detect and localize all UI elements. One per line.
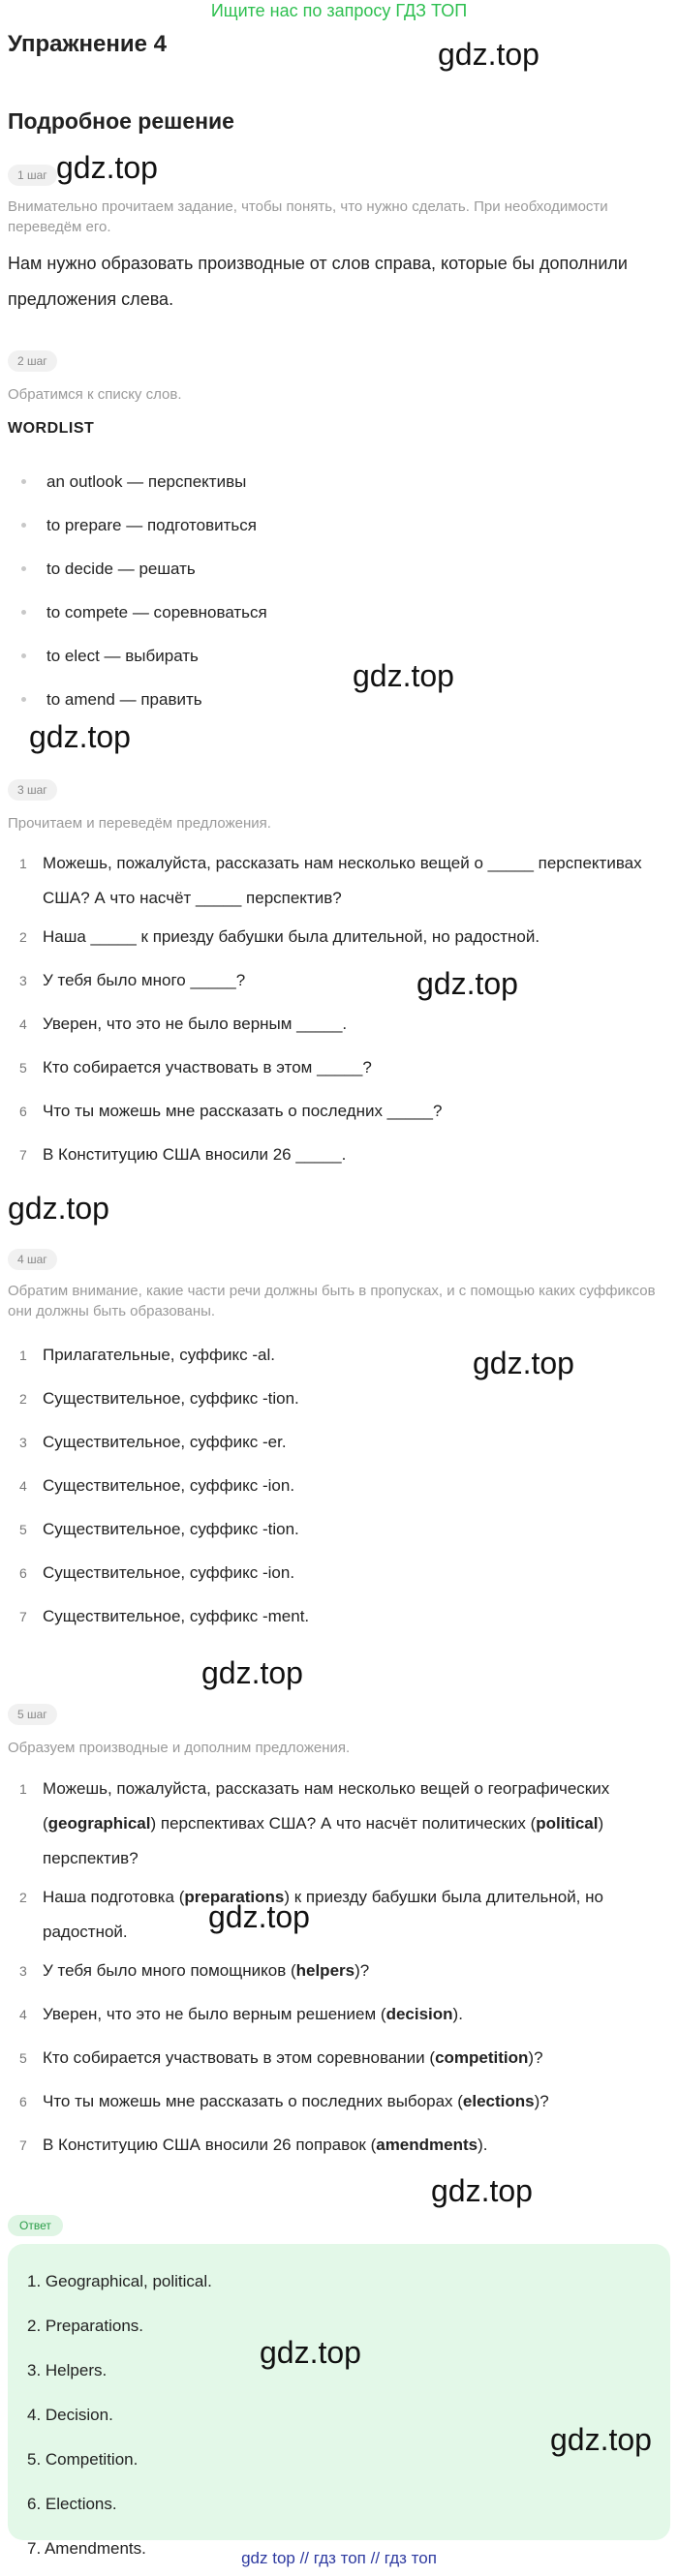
step-5-note: Образуем производные и дополним предложения.: [8, 1740, 351, 1756]
list-item: 4 Существительное, суффикс -ion.: [19, 1476, 295, 1495]
list-item: 4 Уверен, что это не было верным _____.: [19, 1015, 348, 1033]
wordlist-item: to compete — соревноваться: [0, 591, 267, 634]
watermark: gdz.top: [208, 1899, 310, 1934]
step-1-note: Внимательно прочитаем задание, чтобы понять, что нужно сделать. При необходимости переведём его.: [8, 198, 608, 235]
watermark: gdz.top: [473, 1346, 574, 1380]
step-badge-3: 3 шаг: [8, 779, 57, 801]
answer-item: 7. Amendments.: [27, 2539, 146, 2558]
answer-item: 5. Competition.: [27, 2450, 139, 2469]
list-item: 2 Наша _____ к приезду бабушки была длительной, но радостной.: [19, 927, 540, 946]
list-item: 5 Кто собирается участвовать в этом соревновании (competition)?: [19, 2048, 543, 2067]
list-item: 3 У тебя было много помощников (helpers)?: [19, 1961, 370, 1980]
step-4-note: Обратим внимание, какие части речи должны быть в пропусках, и с помощью каких суффиксов они должны быть образованы.: [8, 1283, 656, 1319]
bullet-dot-icon: [21, 610, 26, 615]
list-item: 1 Прилагательные, суффикс -al.: [19, 1346, 275, 1364]
bullet-dot-icon: [21, 653, 26, 658]
list-item: 2 Наша подготовка (preparations) к приезду бабушки была длительной, но радостной.: [19, 1888, 603, 1941]
wordlist-item: to amend — править: [0, 678, 267, 721]
list-item: 4 Уверен, что это не было верным решением (decision).: [19, 2005, 463, 2023]
answer-list: [8, 2244, 670, 2571]
answer-badge: Ответ: [8, 2215, 63, 2236]
list-item: 5 Кто собирается участвовать в этом _____?: [19, 1058, 372, 1076]
bullet-dot-icon: [21, 566, 26, 571]
wordlist-title: WORDLIST: [8, 420, 95, 437]
answer-item: 1. Geographical, political.: [27, 2272, 212, 2290]
step-1-text: Нам нужно образовать производные от слов справа, которые бы дополнили предложения слева.: [8, 254, 628, 309]
list-item: 6 Что ты можешь мне рассказать о последних выборах (elections)?: [19, 2092, 549, 2110]
answer-item: 2. Preparations.: [27, 2317, 144, 2335]
step-5-list: [0, 1768, 678, 2167]
watermark: gdz.top: [56, 150, 158, 185]
bullet-dot-icon: [21, 479, 26, 484]
watermark: gdz.top: [201, 1655, 303, 1690]
list-item: 6 Существительное, суффикс -ion.: [19, 1563, 295, 1582]
answer-item: 4. Decision.: [27, 2406, 113, 2424]
wordlist: [0, 460, 267, 721]
answer-item: 6. Elections.: [27, 2495, 117, 2513]
list-item: 5 Существительное, суффикс -tion.: [19, 1520, 299, 1538]
step-badge-1: 1 шаг: [8, 165, 57, 186]
step-badge-5: 5 шаг: [8, 1704, 57, 1725]
watermark: gdz.top: [29, 719, 131, 754]
list-item: 1 Можешь, пожалуйста, рассказать нам несколько вещей о географических (geographical) перспективах США? А что насчёт политических (political) перспектив?: [19, 1779, 610, 1867]
watermark: gdz.top: [550, 2422, 652, 2457]
bullet-dot-icon: [21, 523, 26, 528]
list-item: 7 В Конституцию США вносили 26 _____.: [19, 1145, 347, 1164]
list-item: 6 Что ты можешь мне рассказать о последних _____?: [19, 1102, 443, 1120]
section-title: Подробное решение: [8, 108, 234, 134]
list-item: 7 Существительное, суффикс -ment.: [19, 1607, 310, 1625]
list-item: 1 Можешь, пожалуйста, рассказать нам несколько вещей о _____ перспективах США? А что насчёт _____ перспектив?: [19, 854, 642, 907]
wordlist-item: to prepare — подготовиться: [0, 503, 267, 547]
list-item: 7 В Конституцию США вносили 26 поправок (amendments).: [19, 2136, 488, 2154]
list-item: 3 Существительное, суффикс -er.: [19, 1433, 287, 1451]
step-2-note: Обратимся к списку слов.: [8, 386, 182, 403]
list-item: 3 У тебя было много _____?: [19, 971, 246, 989]
watermark: gdz.top: [416, 966, 518, 1001]
watermark: gdz.top: [353, 658, 454, 693]
bullet-dot-icon: [21, 697, 26, 702]
step-3-list: [0, 842, 678, 1177]
step-3-note: Прочитаем и переведём предложения.: [8, 815, 271, 832]
wordlist-item: an outlook — перспективы: [0, 460, 267, 503]
wordlist-item: to decide — решать: [0, 547, 267, 591]
list-item: 2 Существительное, суффикс -tion.: [19, 1389, 299, 1408]
watermark: gdz.top: [431, 2173, 533, 2208]
footer-links[interactable]: gdz top // гдз топ // гдз топ: [241, 2549, 437, 2567]
step-badge-2: 2 шаг: [8, 350, 57, 372]
top-banner[interactable]: Ищите нас по запросу ГДЗ ТОП: [210, 1, 468, 20]
page-title: Упражнение 4: [8, 31, 167, 57]
answer-item: 3. Helpers.: [27, 2361, 108, 2379]
wordlist-item: to elect — выбирать: [0, 634, 267, 678]
step-4-list: [0, 1334, 678, 1639]
watermark: gdz.top: [260, 2335, 361, 2370]
step-badge-4: 4 шаг: [8, 1249, 57, 1270]
watermark: gdz.top: [8, 1191, 109, 1226]
watermark: gdz.top: [438, 37, 539, 72]
